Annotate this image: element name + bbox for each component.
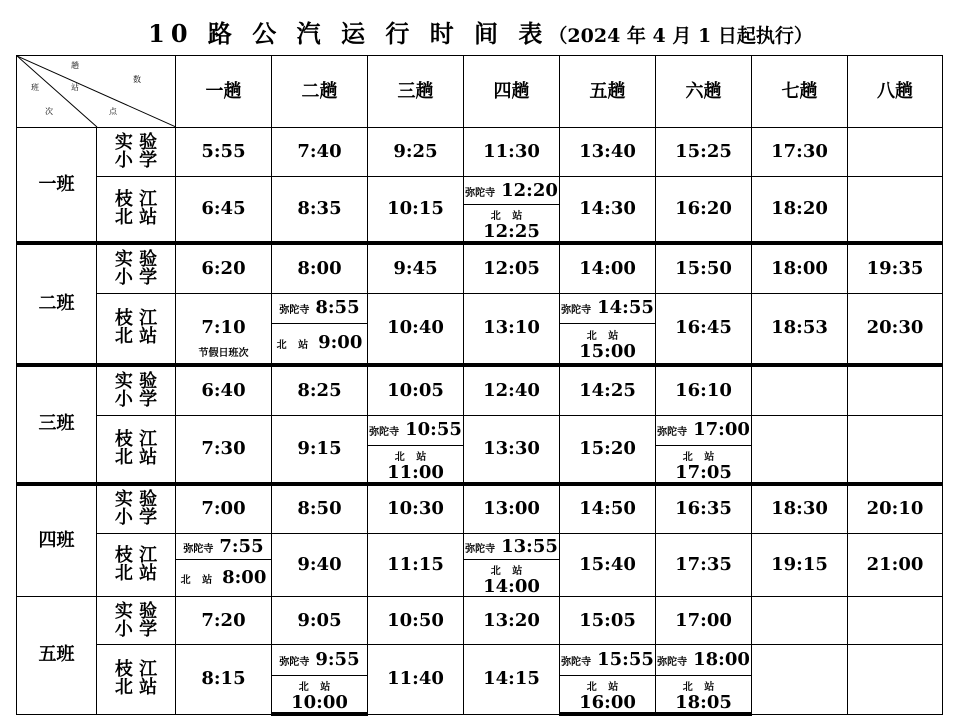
time-beizhan: 12:25: [483, 221, 540, 242]
departure-time-station: 10:40: [368, 293, 464, 365]
class-name: 三班: [17, 365, 97, 484]
class-row-station-a: [17, 177, 943, 205]
stop-line-2: 北 站: [114, 446, 158, 468]
departure-time-station: 16:45: [656, 293, 752, 365]
split-time-mituosi: [272, 293, 368, 323]
stop-line-1: 实 验: [114, 600, 158, 622]
stop-line-1: 实 验: [114, 370, 158, 392]
departure-time-station: 18:53: [752, 293, 848, 365]
stop-line-1: 实 验: [114, 489, 158, 511]
time-beizhan: 17:05: [675, 461, 732, 483]
departure-time-school: 9:45: [368, 243, 464, 293]
departure-time-station: 8:15: [176, 645, 272, 715]
label-beizhan: 北 站: [276, 340, 313, 352]
class-row-school: [17, 484, 943, 534]
departure-time-school: 14:50: [560, 484, 656, 534]
departure-time-school: 7:40: [272, 128, 368, 177]
departure-time-school: 13:40: [560, 128, 656, 177]
stop-zhijiang-beizhan: [97, 415, 176, 484]
departure-time-school: 15:50: [656, 243, 752, 293]
time-mituosi: 10:55: [405, 419, 462, 440]
split-time-mituosi: [176, 534, 272, 560]
departure-time-school: 14:00: [560, 243, 656, 293]
label-mituosi: 弥陀寺: [369, 427, 400, 438]
departure-time-school: [848, 597, 943, 645]
split-time-beizhan: [464, 560, 560, 597]
departure-time-station: [848, 645, 943, 715]
departure-time-station: 14:30: [560, 177, 656, 244]
split-time-beizhan: [272, 676, 368, 715]
departure-time-school: [752, 597, 848, 645]
stop-line-2: 北 站: [114, 326, 158, 348]
time-mituosi: 14:55: [597, 297, 654, 318]
departure-time-school: 20:10: [848, 484, 943, 534]
label-mituosi: 弥陀寺: [561, 305, 592, 316]
stop-line-1: 实 验: [114, 132, 158, 153]
departure-time-school: 17:00: [656, 597, 752, 645]
corner-label-ci: 次: [45, 107, 53, 116]
split-time-mituosi: [656, 645, 752, 676]
departure-time-station: 19:15: [752, 534, 848, 597]
timetable-title: [0, 14, 961, 49]
split-time-beizhan: [272, 323, 368, 365]
departure-time-school: 19:35: [848, 243, 943, 293]
departure-time-school: 17:30: [752, 128, 848, 177]
departure-time-station: 14:15: [464, 645, 560, 715]
class-row-school: [17, 128, 943, 177]
class-name: 二班: [17, 243, 97, 365]
header-trip-8: 八趟: [848, 56, 943, 128]
departure-time-station: 15:40: [560, 534, 656, 597]
class-name: 五班: [17, 597, 97, 715]
label-beizhan: 北 站: [490, 211, 527, 222]
departure-time-school: 10:50: [368, 597, 464, 645]
split-time-beizhan: [560, 323, 656, 365]
departure-time-school: [752, 365, 848, 415]
departure-time-station: 13:30: [464, 415, 560, 484]
time-beizhan: 18:05: [675, 692, 732, 713]
time-mituosi: 17:00: [693, 419, 750, 440]
departure-time-station: 13:10: [464, 293, 560, 365]
stop-zhijiang-beizhan: [97, 177, 176, 244]
time-mituosi: 15:55: [597, 649, 654, 670]
departure-time-school: 18:00: [752, 243, 848, 293]
corner-label-shu: 数: [133, 75, 141, 84]
stop-line-2: 小 学: [114, 507, 158, 529]
label-beizhan: 北 站: [586, 331, 623, 343]
label-mituosi: 弥陀寺: [657, 657, 688, 668]
departure-time-school: 18:30: [752, 484, 848, 534]
stop-line-1: 枝 江: [114, 189, 158, 210]
label-mituosi: 弥陀寺: [279, 305, 310, 316]
class-name: 四班: [17, 484, 97, 597]
split-time-beizhan: [368, 445, 464, 484]
departure-time-station: 21:00: [848, 534, 943, 597]
time-mituosi: 9:55: [315, 649, 360, 670]
departure-time-station: [848, 177, 943, 244]
header-trip-1: 一趟: [176, 56, 272, 128]
corner-label-dian: 点: [109, 107, 117, 116]
split-time-mituosi: [560, 645, 656, 676]
label-mituosi: 弥陀寺: [657, 427, 688, 438]
label-beizhan: 北 站: [180, 575, 217, 586]
departure-time-station: 10:15: [368, 177, 464, 244]
corner-label-tang: 趟: [71, 61, 79, 70]
split-time-mituosi: [272, 645, 368, 676]
time-value: 7:10: [201, 317, 246, 339]
stop-line-1: 实 验: [114, 248, 158, 270]
departure-time-school: 15:25: [656, 128, 752, 177]
corner-label-zhan: 站: [71, 83, 79, 92]
departure-time-station: 17:35: [656, 534, 752, 597]
label-mituosi: 弥陀寺: [561, 657, 592, 668]
time-mituosi: 8:55: [315, 297, 360, 318]
header-trip-6: 六趟: [656, 56, 752, 128]
departure-time-station: 20:30: [848, 293, 943, 365]
stop-zhijiang-beizhan: [97, 645, 176, 715]
departure-time-school: 13:00: [464, 484, 560, 534]
departure-time-station: [848, 415, 943, 484]
departure-time-station: 6:45: [176, 177, 272, 244]
split-time-mituosi: [560, 293, 656, 323]
label-beizhan: 北 站: [394, 451, 431, 463]
split-time-mituosi: [656, 415, 752, 445]
departure-time-station: 16:20: [656, 177, 752, 244]
departure-time-station: 7:30: [176, 415, 272, 484]
departure-time-school: 9:05: [272, 597, 368, 645]
stop-line-1: 枝 江: [114, 659, 158, 681]
departure-time-school: 9:25: [368, 128, 464, 177]
diagonal-lines: [17, 56, 176, 127]
departure-time-school: 8:25: [272, 365, 368, 415]
class-row-school: [17, 597, 943, 645]
departure-time-station: 8:35: [272, 177, 368, 244]
stop-line-2: 小 学: [114, 150, 158, 171]
time-mituosi: 12:20: [501, 179, 558, 201]
header-trip-4: 四趟: [464, 56, 560, 128]
departure-time-school: 16:10: [656, 365, 752, 415]
stop-shiyan-xiaoxue: [97, 128, 176, 177]
time-beizhan: 9:00: [318, 332, 363, 354]
time-mituosi: 7:55: [219, 535, 264, 557]
departure-time-school: 13:20: [464, 597, 560, 645]
title-effective-date: （2024 年 4 月 1 日起执行）: [548, 25, 813, 47]
departure-time-school: 5:55: [176, 128, 272, 177]
departure-time-station: [176, 293, 272, 365]
split-time-beizhan: [560, 676, 656, 715]
time-mituosi: 18:00: [693, 649, 750, 670]
departure-time-school: 16:35: [656, 484, 752, 534]
stop-line-2: 小 学: [114, 618, 158, 640]
departure-time-school: 12:05: [464, 243, 560, 293]
split-time-beizhan: [656, 445, 752, 484]
stop-zhijiang-beizhan: [97, 534, 176, 597]
departure-time-school: 15:05: [560, 597, 656, 645]
stop-line-2: 小 学: [114, 266, 158, 288]
split-time-beizhan: [656, 676, 752, 715]
departure-time-school: 8:00: [272, 243, 368, 293]
stop-line-2: 小 学: [114, 388, 158, 410]
time-beizhan: 10:00: [291, 692, 348, 713]
time-beizhan: 11:00: [387, 461, 444, 483]
time-mituosi: 13:55: [501, 535, 558, 557]
departure-time-station: [752, 645, 848, 715]
departure-time-school: 11:30: [464, 128, 560, 177]
timetable: [16, 55, 943, 716]
stop-line-1: 枝 江: [114, 545, 158, 566]
holiday-note: 节假日班次: [198, 348, 249, 359]
stop-shiyan-xiaoxue: [97, 243, 176, 293]
departure-time-station: [752, 415, 848, 484]
stop-line-1: 枝 江: [114, 428, 158, 450]
departure-time-school: 12:40: [464, 365, 560, 415]
header-trip-2: 二趟: [272, 56, 368, 128]
label-beizhan: 北 站: [682, 451, 719, 463]
stop-shiyan-xiaoxue: [97, 484, 176, 534]
class-row-school: [17, 365, 943, 415]
departure-time-station: 9:40: [272, 534, 368, 597]
stop-zhijiang-beizhan: [97, 293, 176, 365]
departure-time-school: 8:50: [272, 484, 368, 534]
departure-time-station: 11:40: [368, 645, 464, 715]
departure-time-station: 15:20: [560, 415, 656, 484]
class-row-school: [17, 243, 943, 293]
label-beizhan: 北 站: [298, 682, 335, 693]
split-time-mituosi: [464, 534, 560, 560]
header-trip-5: 五趟: [560, 56, 656, 128]
split-time-beizhan: [464, 205, 560, 244]
diagonal-header-cell: [17, 56, 176, 128]
class-row-station-a: [17, 293, 943, 323]
stop-shiyan-xiaoxue: [97, 597, 176, 645]
time-beizhan: 16:00: [579, 692, 636, 713]
stop-line-2: 北 站: [114, 563, 158, 584]
departure-time-school: [848, 128, 943, 177]
header-row: [17, 56, 943, 128]
header-trip-7: 七趟: [752, 56, 848, 128]
departure-time-station: 11:15: [368, 534, 464, 597]
class-row-station-a: [17, 415, 943, 445]
stop-line-2: 北 站: [114, 207, 158, 228]
class-row-station-a: [17, 534, 943, 560]
departure-time-school: 10:05: [368, 365, 464, 415]
title-main: 10 路 公 汽 运 行 时 间 表: [148, 19, 549, 48]
time-beizhan: 8:00: [222, 567, 267, 588]
header-trip-3: 三趟: [368, 56, 464, 128]
departure-time-school: 6:40: [176, 365, 272, 415]
departure-time-school: 14:25: [560, 365, 656, 415]
stop-line-2: 北 站: [114, 677, 158, 699]
corner-label-ban: 班: [31, 83, 39, 92]
stop-shiyan-xiaoxue: [97, 365, 176, 415]
time-beizhan: 14:00: [483, 576, 540, 597]
departure-time-station: 18:20: [752, 177, 848, 244]
departure-time-school: 10:30: [368, 484, 464, 534]
departure-time-school: 6:20: [176, 243, 272, 293]
stop-line-1: 枝 江: [114, 308, 158, 330]
departure-time-school: 7:20: [176, 597, 272, 645]
label-beizhan: 北 站: [490, 566, 527, 577]
label-beizhan: 北 站: [682, 682, 719, 693]
departure-time-station: 9:15: [272, 415, 368, 484]
class-name: 一班: [17, 128, 97, 244]
label-mituosi: 弥陀寺: [465, 543, 496, 555]
label-mituosi: 弥陀寺: [279, 657, 310, 668]
split-time-mituosi: [464, 177, 560, 205]
departure-time-school: [848, 365, 943, 415]
label-mituosi: 弥陀寺: [465, 187, 496, 199]
label-beizhan: 北 站: [586, 682, 623, 693]
label-mituosi: 弥陀寺: [183, 543, 214, 555]
split-time-mituosi: [368, 415, 464, 445]
split-time-beizhan: [176, 560, 272, 597]
time-beizhan: 15:00: [579, 341, 636, 363]
departure-time-school: 7:00: [176, 484, 272, 534]
class-row-station-a: [17, 645, 943, 676]
